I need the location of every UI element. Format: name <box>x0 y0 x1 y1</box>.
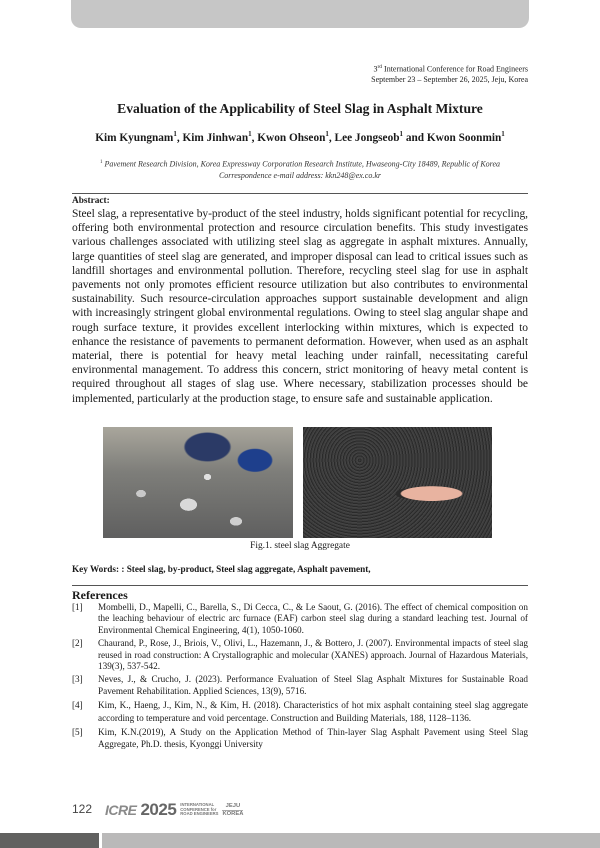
author: Kim Kyungnam$^1$, <box>95 130 183 144</box>
abstract-text: Steel slag, a representative by-product of the steel industry, holds significant potential for recycling, offering both environmental protection and resource circulation benefits. This study investigates various challenges associated with utilizing steel slag as aggregate in asphalt mixtures. Annually, large quantities of steel slag are generated, and improper disposal can lead to critical issues such as landfill shortages and environmental pollution. Therefore, recycling steel slag for use in asphalt pavements not only promotes efficient resource utilization but also contributes to environmental sustainability. Such resource-circulation approaches support sustainable development and align with increasingly stringent global environmental regulations. Owing to steel slag angular shape and rough surface texture, it provides excellent interlocking within mixtures, which is expected to enhance the resistance of pavements to permanent deformation. However, when used as an asphalt material, there is potential for heavy metal leaching under rainfall, necessitating careful environmental management. To address this concern, strict monitoring of heavy metal content is required throughout all stages of slag use. Where necessary, stabilization processes should be implemented, particularly at the production stage, to ensure safe and sustainable application. <box>72 208 528 405</box>
page-number: 122 <box>72 802 93 816</box>
abstract-label: Abstract: <box>72 196 110 206</box>
reference-item: [3] Neves, J., & Crucho, J. (2023). Performance Evaluation of Steel Slag Asphalt Mixtures for Sustainable Road Pavement Rehabilitation. Applied Sciences, 13(9), 5716. <box>72 674 528 696</box>
conference-logo <box>105 800 243 820</box>
affiliation: Pavement Research Division, Korea Expressway Corporation Research Institute, Hwaseong-City 18489, Republic of Korea <box>102 159 501 169</box>
ordinal-suffix: rd <box>377 64 383 70</box>
author: Kwon Soonmin$^1$ <box>426 130 505 144</box>
conference-ordinal: 3 <box>373 64 378 74</box>
reference-item: [5] Kim, K.N.(2019), A Study on the Application Method of Thin-layer Slag Asphalt Pavement using Steel Slag Aggregate, Ph.D. thesis, Kyonggi University <box>72 727 528 749</box>
author: Kim Jinhwan$^1$, <box>182 130 258 144</box>
footer-bar-light <box>102 833 600 848</box>
author: Lee Jongseob$^1$ and <box>334 130 427 144</box>
figure-slag-in-hand-photo <box>303 427 492 538</box>
logo-mark: ICRE <box>105 802 137 818</box>
references-heading: References <box>72 588 128 602</box>
reference-item: [4] Kim, K., Haeng, J., Kim, N., & Kim, H. (2018). Characteristics of hot mix asphalt containing steel slag aggregate according to temperature and void percentage. Construction and Building Materials, 188, 1128–1136. <box>72 700 528 724</box>
reference-item: [2] Chaurand, P., Rose, J., Briois, V., Olivi, L., Hazemann, J., & Bottero, J. (2007). Environmental impacts of steel slag reused in road construction: A Crystallographic and molecular (XANES) approach. Journal of Hazardous Materials, 139(3), 537-542. <box>72 638 528 672</box>
author-list <box>60 130 540 144</box>
figure-caption: Fig.1. steel slag Aggregate <box>250 541 350 551</box>
logo-location: JEJU KOREA <box>222 803 244 817</box>
correspondence-email: Correspondence e-mail address: kkn248@ex.co.kr <box>218 170 382 180</box>
conference-dates: September 23 – September 26, 2025, Jeju, Korea <box>371 74 528 84</box>
divider <box>72 585 528 586</box>
paper-title: Evaluation of the Applicability of Steel Slag in Asphalt Mixture <box>117 101 483 116</box>
reference-item: [1] Mombelli, D., Mapelli, C., Barella, S., Di Cecca, C., & Le Saout, G. (2016). The effect of chemical composition on the leaching behaviour of electric arc furnace (EAF) carbon steel slag during a standard leaching test. Journal of Environmental Chemical Engineering, 4(1), 1050-1060. <box>72 602 528 635</box>
logo-subtitle: INTERNATIONAL CONFERENCE for ROAD ENGINEERS <box>180 802 219 817</box>
figure-slag-handling-photo <box>103 427 293 538</box>
keywords: Key Words: : Steel slag, by-product, Steel slag aggregate, Asphalt pavement, <box>72 564 371 574</box>
author: Kwon Ohseon$^1$, <box>257 130 335 144</box>
conference-header <box>371 62 528 85</box>
footer-bar-dark <box>0 833 99 848</box>
references-list <box>72 602 528 752</box>
affiliation-marker: 1 <box>99 160 103 165</box>
divider <box>72 193 528 194</box>
conference-name: International Conference for Road Engineers <box>382 64 528 74</box>
affiliation-block <box>60 157 540 181</box>
header-tab-decoration <box>71 0 529 28</box>
logo-year: 2025 <box>140 800 177 819</box>
